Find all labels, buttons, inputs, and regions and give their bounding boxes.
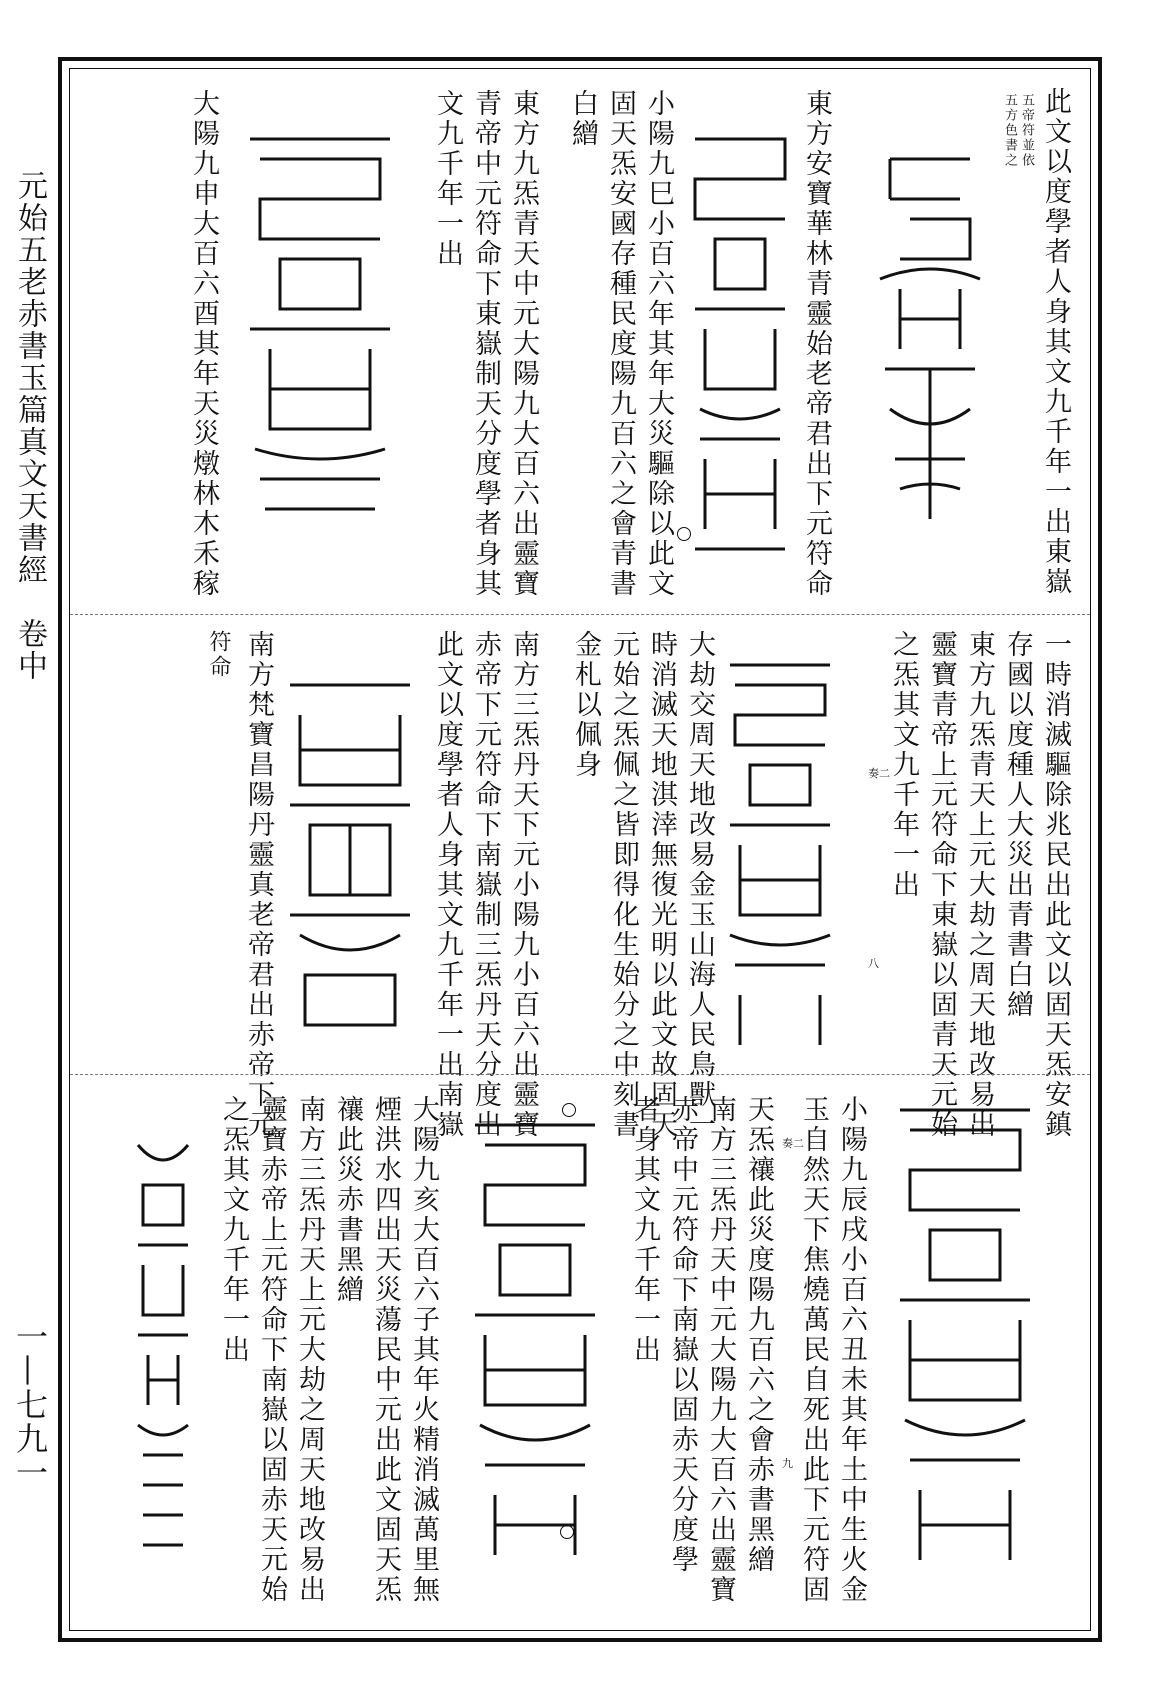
seal-script-talisman: [240, 129, 400, 529]
text-column: 煙洪水四出天災蕩民中元出此文固天炁: [370, 1095, 401, 1605]
text-column: 者身其文九千年一出: [629, 1095, 660, 1365]
small-note: 五方色書之: [1002, 93, 1017, 168]
text-column: 靈寶青帝上元符命下東嶽以固青天元始: [926, 630, 957, 1140]
text-column: 大劫交周天地改易金玉山海人民鳥獸一: [684, 630, 715, 1140]
print-mark: 八: [868, 957, 879, 970]
inner-frame: [69, 68, 1091, 1631]
text-column: 此文以度學者人身其文九千年一出南嶽: [432, 630, 463, 1140]
seal-script-talisman: [720, 655, 840, 1055]
text-column: 南方梵寶昌陽丹靈真老帝君出赤帝下元: [243, 630, 274, 1140]
text-column: 存國以度種人大災出青書白繒: [1002, 630, 1033, 1020]
text-column: 赤帝中元符命下南嶽以固赤天分度學: [667, 1095, 698, 1575]
print-mark: 奏二: [868, 767, 890, 780]
text-column: 時消滅天地淇涬無復光明以此文故固天: [646, 630, 677, 1140]
text-column: 靈寶赤帝上元符命下南嶽以固赤天元始: [256, 1095, 287, 1605]
text-column: 禳此災赤書黑繒: [332, 1095, 363, 1305]
text-column: 符命: [206, 630, 231, 680]
text-column: 東方九炁青天上元大劫之周天地改易出: [964, 630, 995, 1140]
circle-mark: [560, 1525, 574, 1539]
text-column: 南方三炁丹天上元大劫之周天地改易出: [294, 1095, 325, 1605]
print-mark: 九: [782, 1457, 793, 1470]
text-column: 元始之炁佩之皆即得化生始分之中刻書: [608, 630, 639, 1140]
text-column: 青帝中元符命下東嶽制天分度學者身其: [470, 89, 501, 599]
text-column: 小陽九巳小百六年其年大災驅除以此文: [643, 89, 674, 599]
section-1: [70, 69, 1090, 614]
text-column: 玉自然天下焦燒萬民自死出此下元符固: [798, 1095, 829, 1605]
text-column: 南方三炁丹天下元小陽九小百六出靈寶: [508, 630, 539, 1140]
print-mark: 奏二: [782, 1137, 804, 1150]
text-column: 金札以佩身: [570, 630, 601, 780]
text-column: 白繒: [567, 89, 598, 149]
text-column: 小陽九辰戌小百六丑未其年土中生火金: [836, 1095, 867, 1605]
text-column: 之炁其文九千年一出: [218, 1095, 249, 1365]
circle-mark: [677, 527, 691, 541]
text-column: 南方三炁丹天中元大陽九大百六出靈寶: [705, 1095, 736, 1605]
text-column: 東方九炁青天中元大陽九大百六出靈寶: [508, 89, 539, 599]
text-column: 此文以度學者人身其文九千年一出東嶽: [1040, 87, 1071, 597]
seal-script-talisman: [280, 665, 420, 1045]
seal-script-talisman: [870, 139, 990, 529]
page-number: 一—七九一: [11, 1320, 49, 1490]
text-column: 之炁其文九千年一出: [888, 630, 919, 900]
seal-script-talisman: [890, 1100, 1040, 1580]
text-column: 東方安寶華林青靈始老帝君出下元符命: [801, 89, 832, 599]
seal-script-talisman: [465, 1115, 605, 1585]
seal-script-talisman: [128, 1135, 198, 1585]
text-column: 大陽九申大百六酉其年天災燉林木禾稼: [188, 89, 219, 599]
seal-script-talisman: [685, 129, 795, 569]
section-3: [70, 1074, 1090, 1630]
text-column: 一時消滅驅除兆民出此文以固天炁安鎮: [1040, 630, 1071, 1140]
text-column: 大陽九亥大百六子其年火精消滅萬里無: [408, 1095, 439, 1605]
section-2: [70, 614, 1090, 1140]
book-title-margin: 元始五老赤書玉篇真文天書經 卷中: [12, 170, 47, 682]
small-note: 五帝符並依: [1019, 93, 1034, 168]
page-frame: [58, 57, 1102, 1642]
text-column: 天炁禳此災度陽九百六之會赤書黑繒: [743, 1095, 774, 1575]
text-column: 赤帝下元符命下南嶽制三炁丹天分度出: [470, 630, 501, 1140]
text-column: 固天炁安國存種民度陽九百六之會青書: [605, 89, 636, 599]
text-column: 文九千年一出: [432, 89, 463, 269]
